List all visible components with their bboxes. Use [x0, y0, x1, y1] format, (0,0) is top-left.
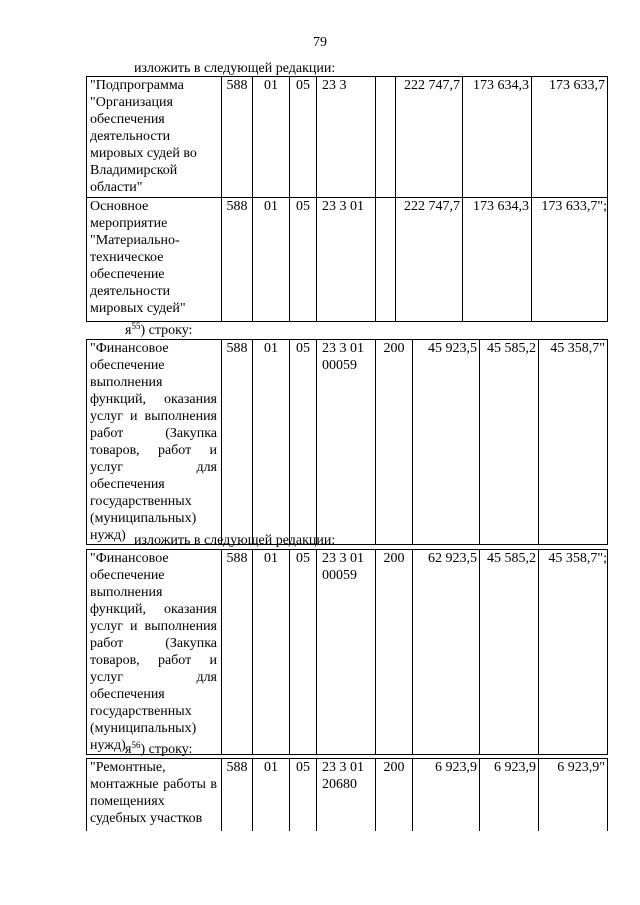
row-name: "Ремонтные, монтажные работы в помещениях судебных участков — [87, 759, 222, 831]
row-name: "Подпрограмма "Организация обеспечения деятельности мировых судей во Владимирской области" — [87, 77, 222, 198]
amount-year-2: 6 923,9 — [480, 759, 539, 831]
footnote-marker: 56 — [131, 740, 141, 750]
amount-year-1: 6 923,9 — [413, 759, 480, 831]
ministry-code: 588 — [222, 759, 253, 831]
row-name: "Финансовое обеспечение выполнения функций, оказания услуг и выполнения работ (Закупка товаров, работ и услуг для обеспечения государственных (муниципальных) нужд) — [87, 340, 222, 545]
amount-year-3: 45 358,7" — [539, 340, 608, 545]
expense-type-code: 200 — [376, 550, 413, 755]
amount-year-1: 222 747,7 — [396, 198, 463, 322]
expense-type-code: 200 — [376, 340, 413, 545]
ministry-code: 588 — [222, 198, 253, 322]
expense-type-code — [376, 198, 396, 322]
target-article-code: 23 3 01 — [317, 198, 376, 322]
table-row — [87, 77, 608, 198]
budget-table-4 — [86, 758, 608, 831]
expense-type-code: 200 — [376, 759, 413, 831]
budget-table-2 — [86, 339, 608, 545]
page-number: 79 — [313, 35, 327, 50]
target-article-code: 23 3 01 00059 — [317, 550, 376, 755]
amount-year-2: 173 634,3 — [463, 198, 532, 322]
amount-year-3: 173 633,7 — [532, 77, 608, 198]
section-code: 01 — [253, 759, 290, 831]
budget-table-3 — [86, 549, 608, 755]
budget-table-1 — [86, 76, 608, 322]
section-code: 01 — [253, 340, 290, 545]
section-code: 01 — [253, 77, 290, 198]
amount-year-1: 62 923,5 — [413, 550, 480, 755]
subsection-code: 05 — [290, 550, 317, 755]
table-row — [87, 198, 608, 322]
target-article-code: 23 3 01 00059 — [317, 340, 376, 545]
footnote-marker: 55 — [131, 321, 141, 331]
amount-year-3: 45 358,7"; — [539, 550, 608, 755]
caption-suffix: ) строку: — [140, 323, 193, 338]
subsection-code: 05 — [290, 759, 317, 831]
amount-year-3: 6 923,9" — [539, 759, 608, 831]
expense-type-code — [376, 77, 396, 198]
caption-row-reference-56 — [125, 741, 192, 758]
caption-prefix: я — [125, 323, 132, 338]
row-name: "Финансовое обеспечение выполнения функций, оказания услуг и выполнения работ (Закупка товаров, работ и услуг для обеспечения государственных (муниципальных) нужд) — [87, 550, 222, 755]
caption-new-edition-2: изложить в следующей редакции: — [134, 533, 336, 548]
caption-row-reference-55 — [125, 322, 192, 339]
subsection-code: 05 — [290, 198, 317, 322]
amount-year-2: 173 634,3 — [463, 77, 532, 198]
amount-year-1: 222 747,7 — [396, 77, 463, 198]
ministry-code: 588 — [222, 77, 253, 198]
amount-year-1: 45 923,5 — [413, 340, 480, 545]
amount-year-3: 173 633,7"; — [532, 198, 608, 322]
ministry-code: 588 — [222, 550, 253, 755]
subsection-code: 05 — [290, 340, 317, 545]
caption-suffix: ) строку: — [140, 742, 193, 757]
amount-year-2: 45 585,2 — [480, 550, 539, 755]
section-code: 01 — [253, 550, 290, 755]
target-article-code: 23 3 — [317, 77, 376, 198]
subsection-code: 05 — [290, 77, 317, 198]
target-article-code: 23 3 01 20680 — [317, 759, 376, 831]
caption-new-edition-1: изложить в следующей редакции: — [134, 61, 336, 76]
ministry-code: 588 — [222, 340, 253, 545]
table-row — [87, 550, 608, 755]
row-name: Основное мероприятие "Материально-техническое обеспечение деятельности мировых судей" — [87, 198, 222, 322]
section-code: 01 — [253, 198, 290, 322]
caption-prefix: я — [125, 742, 132, 757]
amount-year-2: 45 585,2 — [480, 340, 539, 545]
table-row — [87, 340, 608, 545]
table-row — [87, 759, 608, 831]
